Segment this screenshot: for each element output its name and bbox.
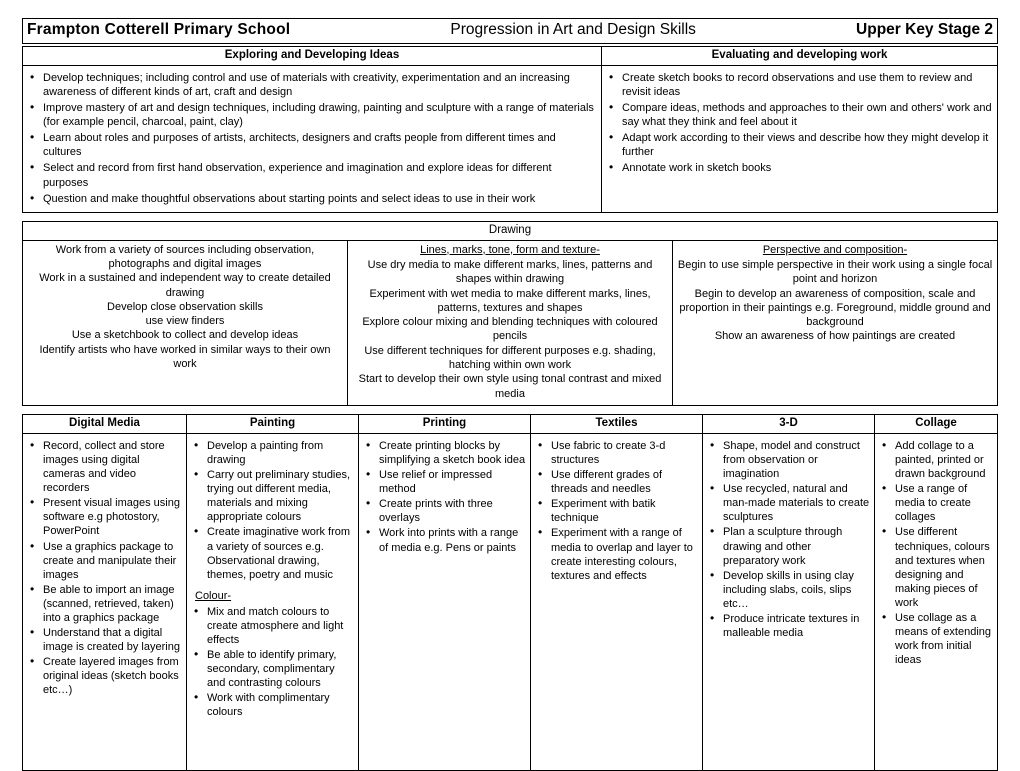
media-heading-painting: Painting <box>187 414 359 433</box>
list-item: • Understand that a digital image is created by layering <box>27 626 182 654</box>
exploring-list <box>27 71 597 206</box>
list-item: • Present visual images using software e.g photostory, PowerPoint <box>27 496 182 538</box>
drawing-heading-row <box>23 221 998 240</box>
list-item: • Experiment with batik technique <box>535 497 698 525</box>
media-heading-3d: 3-D <box>703 414 875 433</box>
list-item: • Use a range of media to create collages <box>879 482 993 524</box>
list-item: • Be able to identify primary, secondary, complimentary and contrasting colours <box>191 648 354 690</box>
exploring-cell <box>23 66 602 213</box>
list-item: • Compare ideas, methods and approaches to their own and others' work and say what they think and feel about it <box>606 101 993 129</box>
school-name: Frampton Cotterell Primary School <box>27 21 291 38</box>
drawing-line: Start to develop their own style using tonal contrast and mixed media <box>358 373 662 400</box>
list-item: • Mix and match colours to create atmosphere and light effects <box>191 605 354 647</box>
media-heading-textiles: Textiles <box>531 414 703 433</box>
list-item: • Use fabric to create 3-d structures <box>535 439 698 467</box>
evaluating-cell <box>602 66 998 213</box>
drawing-line: Experiment with wet media to make different marks, lines, patterns, textures and shapes <box>369 287 651 314</box>
list-item: • Plan a sculpture through drawing and other preparatory work <box>707 525 870 567</box>
media-table <box>22 414 998 771</box>
three-d-list <box>707 439 870 640</box>
list-item: • Record, collect and store images using digital cameras and video recorders <box>27 439 182 495</box>
list-item: • Work into prints with a range of media e.g. Pens or paints <box>363 526 526 554</box>
drawing-subheading: Perspective and composition- <box>762 243 908 256</box>
list-item: • Create sketch books to record observations and use them to review and revisit ideas <box>606 71 993 99</box>
drawing-line: Use a sketchbook to collect and develop ideas <box>71 329 299 342</box>
table-gap <box>22 406 998 414</box>
drawing-table <box>22 221 998 406</box>
drawing-subheading: Lines, marks, tone, form and texture- <box>420 243 600 256</box>
media-heading-row <box>23 414 998 433</box>
list-item: • Produce intricate textures in malleable media <box>707 612 870 640</box>
drawing-col-perspective <box>673 240 998 405</box>
textiles-list <box>535 439 698 583</box>
drawing-line: Begin to develop an awareness of composition, scale and proportion in their paintings e.g. Foreground, middle ground and background <box>679 287 991 329</box>
drawing-line: Work from a variety of sources including observation, photographs and digital images <box>55 243 315 270</box>
list-item: • Adapt work according to their views and describe how they might develop it further <box>606 131 993 159</box>
list-item: • Use recycled, natural and man-made materials to create sculptures <box>707 482 870 524</box>
list-item: • Create printing blocks by simplifying a sketch book idea <box>363 439 526 467</box>
drawing-line: Show an awareness of how paintings are created <box>714 330 956 343</box>
list-item: • Develop techniques; including control and use of materials with creativity, experimentation and an increasing awareness of different kinds of art, craft and design <box>27 71 597 99</box>
drawing-col-lines-marks <box>348 240 673 405</box>
media-heading-digital: Digital Media <box>23 414 187 433</box>
list-item: • Improve mastery of art and design techniques, including drawing, painting and sculpture with a range of materials (for example pencil, charcoal, paint, clay) <box>27 101 597 129</box>
drawing-line: Work in a sustained and independent way to create detailed drawing <box>39 272 331 299</box>
collage-list <box>879 439 993 667</box>
section-heading-drawing: Drawing <box>23 221 998 240</box>
list-item: • Be able to import an image (scanned, retrieved, taken) into a graphics package <box>27 583 182 625</box>
drawing-line: Begin to use simple perspective in their work using a single focal point and horizon <box>677 259 993 286</box>
list-item: • Use different grades of threads and needles <box>535 468 698 496</box>
drawing-line: Use dry media to make different marks, lines, patterns and shapes within drawing <box>367 259 653 286</box>
list-item: • Work with complimentary colours <box>191 691 354 719</box>
drawing-line: use view finders <box>145 315 225 328</box>
list-item: • Develop skills in using clay including slabs, coils, slips etc… <box>707 569 870 611</box>
printing-list <box>363 439 526 555</box>
painting-colour-label: Colour- <box>195 589 232 602</box>
section-heading-exploring: Exploring and Developing Ideas <box>23 47 602 66</box>
list-item: • Annotate work in sketch books <box>606 161 993 175</box>
list-item: • Use relief or impressed method <box>363 468 526 496</box>
media-heading-printing: Printing <box>359 414 531 433</box>
list-item: • Experiment with a range of media to overlap and layer to create interesting colours, textures and effects <box>535 526 698 582</box>
list-item: • Carry out preliminary studies, trying out different media, materials and mixing appropriate colours <box>191 468 354 524</box>
section-heading-evaluating: Evaluating and developing work <box>602 47 998 66</box>
list-item: • Develop a painting from drawing <box>191 439 354 467</box>
section-content-row <box>23 66 998 213</box>
list-item: • Use a graphics package to create and manipulate their images <box>27 540 182 582</box>
drawing-content-row <box>23 240 998 405</box>
drawing-line: Use different techniques for different purposes e.g. shading, hatching within own work <box>364 344 656 372</box>
drawing-line: Identify artists who have worked in similar ways to their own work <box>39 343 331 371</box>
painting-colour-list <box>191 605 354 720</box>
drawing-line: Develop close observation skills <box>107 300 263 313</box>
list-item: • Add collage to a painted, printed or drawn background <box>879 439 993 481</box>
list-item: • Use different techniques, colours and textures when designing and making pieces of work <box>879 525 993 609</box>
list-item: • Create imaginative work from a variety of sources e.g. Observational drawing, themes, poetry and music <box>191 525 354 581</box>
key-stage-label: Upper Key Stage 2 <box>856 21 993 38</box>
exploring-evaluating-table <box>22 46 998 213</box>
list-item: • Create prints with three overlays <box>363 497 526 525</box>
document-header-table <box>22 18 998 44</box>
page-title: Progression in Art and Design Skills <box>450 21 696 38</box>
table-gap <box>22 213 998 221</box>
drawing-line: Explore colour mixing and blending techniques with coloured pencils <box>362 316 658 343</box>
list-item: • Select and record from first hand observation, experience and imagination and explore ideas for different purposes <box>27 161 597 189</box>
list-item: • Learn about roles and purposes of artists, architects, designers and crafts people from different times and cultures <box>27 131 597 159</box>
header-row <box>23 19 998 44</box>
painting-list <box>191 439 354 582</box>
list-item: • Use collage as a means of extending work from initial ideas <box>879 611 993 667</box>
header-cell <box>23 19 998 44</box>
list-item: • Shape, model and construct from observation or imagination <box>707 439 870 481</box>
section-heading-row <box>23 47 998 66</box>
evaluating-list <box>606 71 993 176</box>
drawing-col-sources <box>23 240 348 405</box>
digital-media-list <box>27 439 182 697</box>
media-heading-collage: Collage <box>875 414 998 433</box>
list-item: • Question and make thoughtful observations about starting points and select ideas to use in their work <box>27 192 597 206</box>
list-item: • Create layered images from original ideas (sketch books etc…) <box>27 655 182 697</box>
